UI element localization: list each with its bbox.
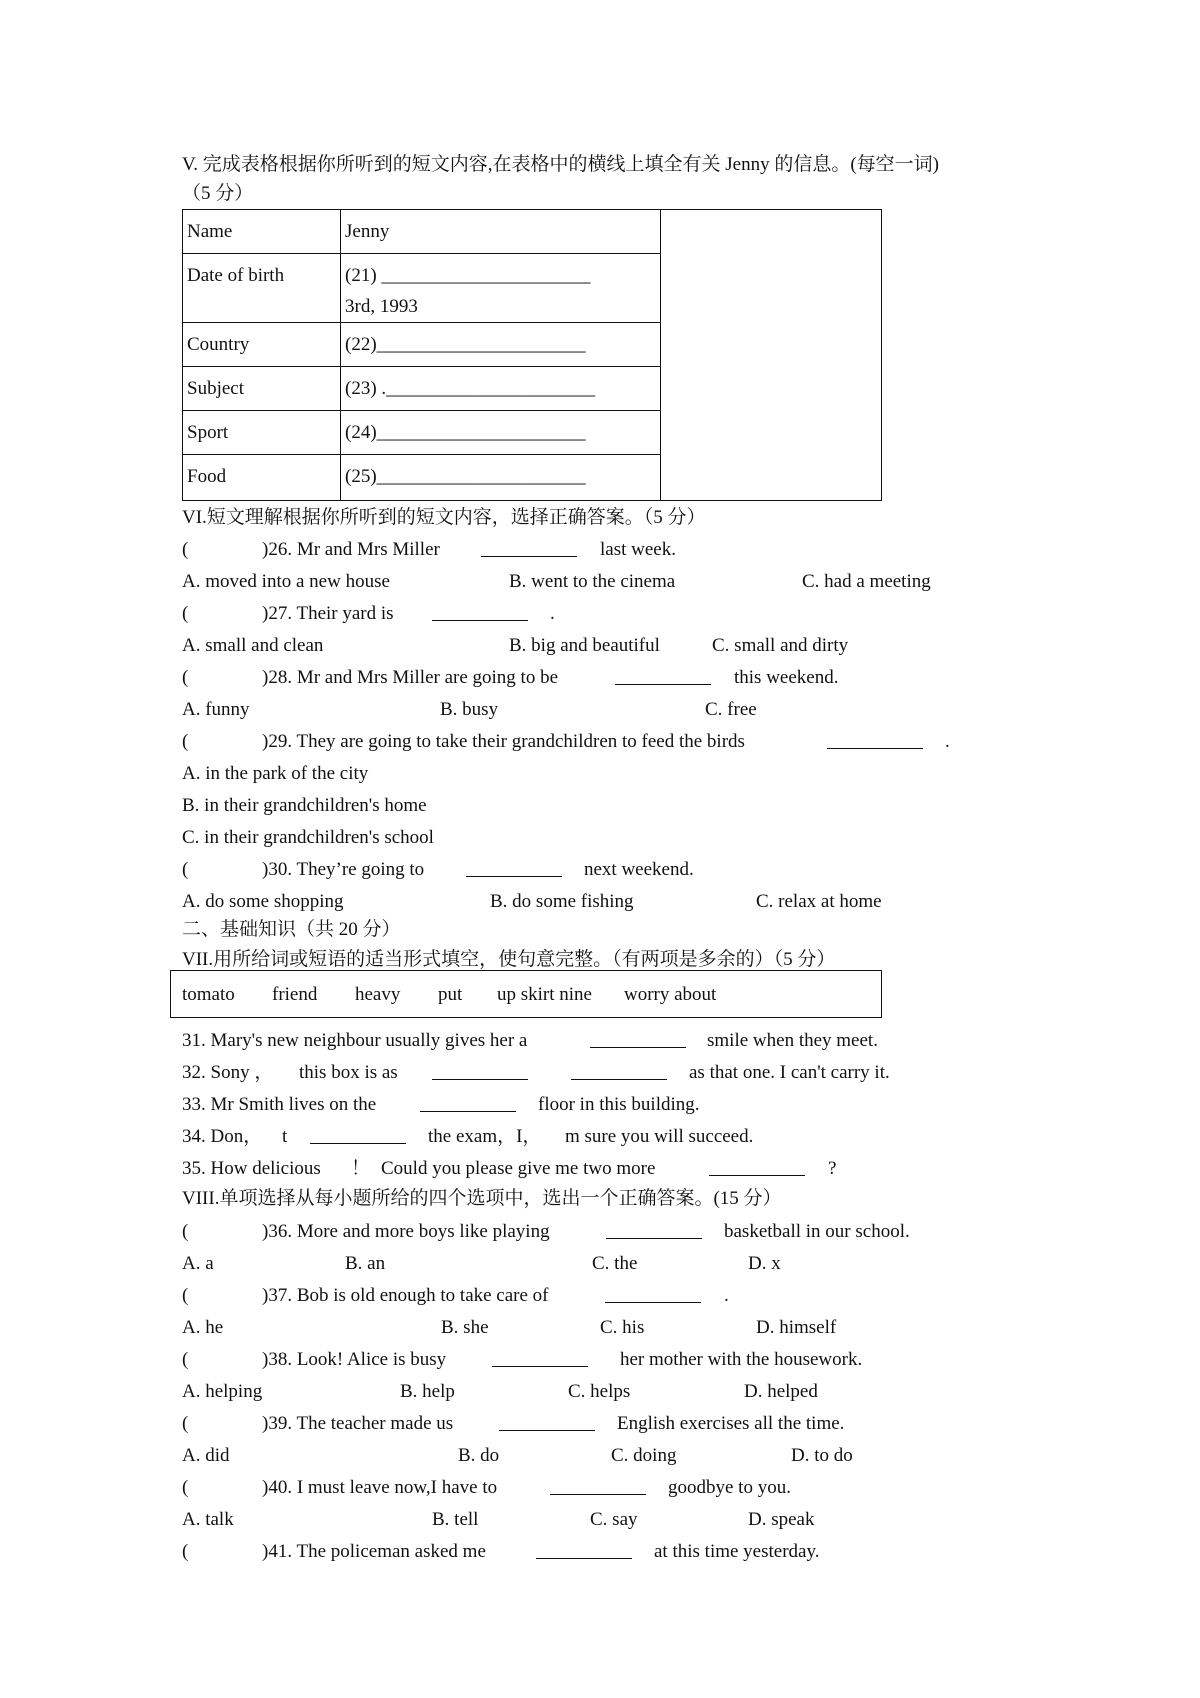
row-value [341,254,661,323]
row-label: Sport [183,411,341,455]
blank[interactable] [550,1476,646,1502]
option-c[interactable]: C. doing [611,1445,677,1466]
answer-paren: ( [182,1413,189,1434]
option-a[interactable]: A. helping [182,1381,263,1402]
question-34: 34. Don， [182,1126,263,1147]
section-7-title: VII.用所给词或短语的适当形式填空，使句意完整。（有两项是多余的）（5 分） [182,949,836,970]
question-tail: floor in this building. [538,1094,700,1115]
question-tail: . [724,1285,729,1306]
option-a[interactable]: A. did [182,1445,230,1466]
option-a[interactable]: A. he [182,1317,224,1338]
date-suffix: 3rd, 1993 [345,296,418,317]
word-item: friend [272,984,318,1005]
answer-paren: ( [182,859,189,880]
option-a[interactable]: A. a [182,1253,214,1274]
option-b[interactable]: B. big and beautiful [509,635,660,656]
photo-cell [661,210,882,501]
question-tail: her mother with the housework. [620,1349,863,1370]
question-tail: ? [828,1158,837,1179]
option-b[interactable]: B. busy [440,699,499,720]
question-tail: . [550,603,555,624]
option-c[interactable]: C. free [705,699,757,720]
option-a[interactable]: A. moved into a new house [182,571,390,592]
question-tail: English exercises all the time. [617,1413,845,1434]
blank-24[interactable]: (24)______________________ [341,411,661,455]
question-27: )27. Their yard is [262,603,394,624]
option-c[interactable]: C. had a meeting [802,571,931,592]
question-tail: this weekend. [734,667,839,688]
answer-paren: ( [182,603,189,624]
question-tail: as that one. I can't carry it. [689,1062,890,1083]
answer-paren: ( [182,1477,189,1498]
question-tail: next weekend. [584,859,694,880]
word-item: worry about [624,984,717,1005]
question-37: )37. Bob is old enough to take care of [262,1285,549,1306]
option-b[interactable]: B. do some fishing [490,891,634,912]
option-b[interactable]: B. in their grandchildren's home [182,795,427,816]
part-2-title: 二、基础知识（共 20 分） [182,919,401,940]
word-item: heavy [355,984,401,1005]
blank-22[interactable]: (22)______________________ [341,323,661,367]
row-label: Subject [183,367,341,411]
option-d[interactable]: D. himself [756,1317,837,1338]
option-b[interactable]: B. do [458,1445,500,1466]
answer-paren: ( [182,1285,189,1306]
section-8-title: VIII.单项选择从每小题所给的四个选项中，选出一个正确答案。(15 分） [182,1188,782,1209]
option-c[interactable]: C. say [590,1509,638,1530]
question-29: )29. They are going to take their grandchildren to feed the birds [262,731,745,752]
blank-25[interactable]: (25)______________________ [341,455,661,501]
section-5-title: V. 完成表格根据你所听到的短文内容,在表格中的横线上填全有关 Jenny 的信息。(每空一词) [182,154,940,175]
blank[interactable] [606,1220,702,1246]
section-5-score: （5 分） [182,183,254,204]
option-a[interactable]: A. do some shopping [182,891,344,912]
question-tail: last week. [600,539,676,560]
blank[interactable] [492,1348,588,1374]
question-tail: . [945,731,950,752]
option-d[interactable]: D. to do [791,1445,853,1466]
blank-21[interactable]: (21) ______________________ [345,265,591,286]
option-d[interactable]: D. speak [748,1509,815,1530]
option-c[interactable]: C. small and dirty [712,635,849,656]
option-c[interactable]: C. helps [568,1381,631,1402]
question-31: 31. Mary's new neighbour usually gives her a [182,1030,528,1051]
blank[interactable] [420,1093,516,1119]
row-label: Country [183,323,341,367]
word-item: put [438,984,463,1005]
answer-paren: ( [182,539,189,560]
option-b[interactable]: B. an [345,1253,386,1274]
option-a[interactable]: A. talk [182,1509,234,1530]
blank[interactable] [605,1284,701,1310]
question-32: 32. Sony ， [182,1062,274,1083]
question-text: ！ [351,1158,371,1179]
answer-paren: ( [182,1349,189,1370]
blank[interactable] [827,730,923,756]
option-c[interactable]: C. his [600,1317,645,1338]
question-26: )26. Mr and Mrs Miller [262,539,440,560]
option-b[interactable]: B. she [441,1317,489,1338]
option-b[interactable]: B. help [400,1381,455,1402]
blank[interactable] [481,538,577,564]
question-41: )41. The policeman asked me [262,1541,486,1562]
option-a[interactable]: A. small and clean [182,635,324,656]
jenny-info-table [182,209,882,501]
option-b[interactable]: B. tell [432,1509,479,1530]
question-38: )38. Look! Alice is busy [262,1349,447,1370]
option-d[interactable]: D. x [748,1253,781,1274]
answer-paren: ( [182,731,189,752]
blank[interactable] [615,666,711,692]
option-d[interactable]: D. helped [744,1381,818,1402]
question-tail: goodbye to you. [668,1477,791,1498]
option-b[interactable]: B. went to the cinema [509,571,676,592]
row-label: Date of birth [183,254,341,323]
answer-paren: ( [182,1541,189,1562]
question-30: )30. They’re going to [262,859,425,880]
blank-23[interactable]: (23) .______________________ [341,367,661,411]
question-39: )39. The teacher made us [262,1413,454,1434]
question-40: )40. I must leave now,I have to [262,1477,498,1498]
option-c[interactable]: C. relax at home [756,891,882,912]
blank[interactable] [432,602,528,628]
blank[interactable] [536,1540,632,1566]
question-tail: m sure you will succeed. [565,1126,754,1147]
blank[interactable] [571,1061,667,1087]
question-35: 35. How delicious [182,1158,321,1179]
blank[interactable] [310,1125,406,1151]
question-text: this box is as [299,1062,398,1083]
answer-paren: ( [182,1221,189,1242]
row-label: Food [183,455,341,501]
question-text: the exam，I， [428,1126,542,1147]
blank[interactable] [709,1157,805,1183]
word-item: up skirt nine [497,984,592,1005]
question-tail: at this time yesterday. [654,1541,820,1562]
question-text: Could you please give me two more [381,1158,656,1179]
blank[interactable] [590,1029,686,1055]
question-36: )36. More and more boys like playing [262,1221,550,1242]
question-33: 33. Mr Smith lives on the [182,1094,377,1115]
word-item: tomato [182,984,235,1005]
blank[interactable] [432,1061,528,1087]
blank[interactable] [499,1412,595,1438]
row-value: Jenny [341,210,661,254]
question-28: )28. Mr and Mrs Miller are going to be [262,667,559,688]
row-label: Name [183,210,341,254]
answer-paren: ( [182,667,189,688]
question-tail: smile when they meet. [707,1030,878,1051]
option-a[interactable]: A. funny [182,699,250,720]
blank[interactable] [466,858,562,884]
option-c[interactable]: C. the [592,1253,638,1274]
option-c[interactable]: C. in their grandchildren's school [182,827,434,848]
option-a[interactable]: A. in the park of the city [182,763,369,784]
question-text: t [282,1126,288,1147]
question-tail: basketball in our school. [724,1221,910,1242]
section-6-title: VI.短文理解根据你所听到的短文内容，选择正确答案。（5 分） [182,507,706,528]
